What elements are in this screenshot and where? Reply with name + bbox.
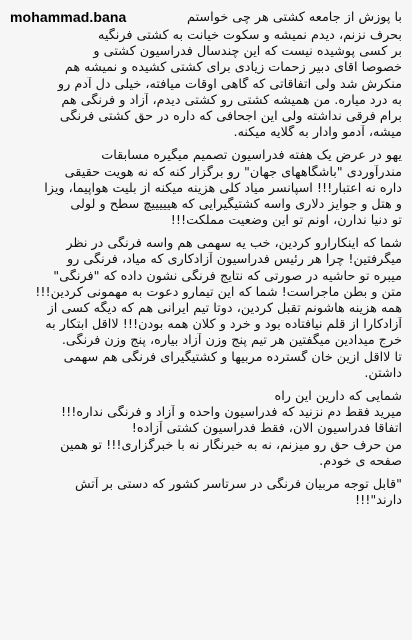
text-line: میرید فقط دم نزنید که فدراسیون واحده و آزاد و فرنگی نداره!!!: [60, 405, 402, 421]
paragraph: [10, 236, 402, 382]
text-line: بر کسی پوشیده نیست که این چندسال فدراسیون کشتی و: [93, 44, 402, 60]
paragraph: [10, 28, 402, 141]
paragraph: [10, 389, 402, 470]
text-line: خصوصا اقای دبیر زحمات زیادی برای کشتی کشیده و نمیشه هم: [64, 60, 402, 76]
text-line: میشه، آدمو وادار به گلایه میکنه.: [233, 125, 402, 141]
text-line: میبره تو حاشیه در صورتی که نتایج فرنگی نشون داده که "فرنگی": [53, 268, 402, 284]
text-line: بحرف نزنم، دیدم نمیشه و سکوت خیانت به کشتی فرنگیه: [97, 28, 402, 43]
text-line: داشتن.: [364, 365, 402, 381]
paragraph-gap: [10, 470, 402, 477]
paragraph-gap: [10, 382, 402, 389]
username[interactable]: mohammad.bana: [10, 9, 127, 25]
text-line: خرج میدادین میگفتین هر تیم پنج وزن آزاد بیاره، پنج وزن فرنگی.: [61, 333, 402, 349]
text-line: منکرش شد ولی اتفاقاتی که گاهی اوقات میافته، خیلی دل آدم رو: [57, 76, 402, 92]
text-line: به درد میاره. من همیشه کشتی رو کشتی دیدم، آزاد و فرنگی هم: [61, 92, 402, 108]
text-line: دارند"!!!: [355, 493, 402, 509]
text-line: من حرف حق رو میزنم، نه به خبرنگار نه با خبرگزاری!!! تو همین: [60, 437, 402, 453]
post-body: [10, 28, 402, 509]
text-line: تا لااقل ازین خان گسترده مربیها و کشتیگیرای فرنگی هم سهمی: [63, 349, 402, 365]
text-line: "قابل توجه مربیان فرنگی در سرتاسر کشور که دستی بر آتش: [74, 476, 402, 492]
paragraph: [10, 148, 402, 229]
text-line: میگرفتین! چرا هر رئیس فدراسیون آزادکاری که میاد، فرنگی رو: [67, 252, 402, 268]
text-line: اتفاقا فدراسیون الان، فقط فدراسیون کشتی آزاده!: [131, 421, 402, 437]
text-line: صفحه ی خودم.: [319, 453, 402, 469]
text-line: تو دنیا ندارن، اونم تو این وضعیت مملکت!!!: [170, 213, 402, 229]
text-line: متن و بطن ماجراست! شما که این تیمارو دعوت به مهمونی کردین!!!: [35, 284, 402, 300]
text-line: داره نه اعتبار!!! اسپانسر میاد کلی هزینه میکنه از بلیت هواپیما، ویزا: [44, 180, 402, 196]
text-line: مندرآوردی "باشگاههای جهان" رو برگزار کنه که نه هویت حقیقی: [64, 164, 402, 180]
paragraph-gap: [10, 141, 402, 148]
text-line: همه هزینه هاشونم تقبل کردین، دوتا تیم ایرانی هم که دیگه کسی از: [47, 301, 402, 316]
header-text: با پوزش از جامعه کشتی هر چی خواستم: [187, 9, 402, 25]
text-line: و هتل و جوایز دلاری واسه کشتیگیرایی که هیییییچ سطح و لولی: [70, 196, 402, 212]
post-header: [10, 6, 402, 28]
text-line: یهو در عرض یک هفته فدراسیون تصمیم میگیره مسابقات: [101, 148, 402, 164]
text-line: آزادکارا از قلم نیافتاده بود و خرد و کلان همه بودن!!! لااقل ابتکار به: [45, 317, 402, 333]
text-line: برام فرقی نداشته ولی این اجحافی که داره در حق کشتی فرنگی: [59, 108, 402, 124]
text-line: شمایی که دارین این راه: [274, 388, 402, 404]
text-line: شما که اینکارارو کردین، خب یه سهمی هم واسه فرنگی در نظر: [66, 236, 402, 252]
paragraph-gap: [10, 229, 402, 236]
paragraph: [10, 477, 402, 509]
